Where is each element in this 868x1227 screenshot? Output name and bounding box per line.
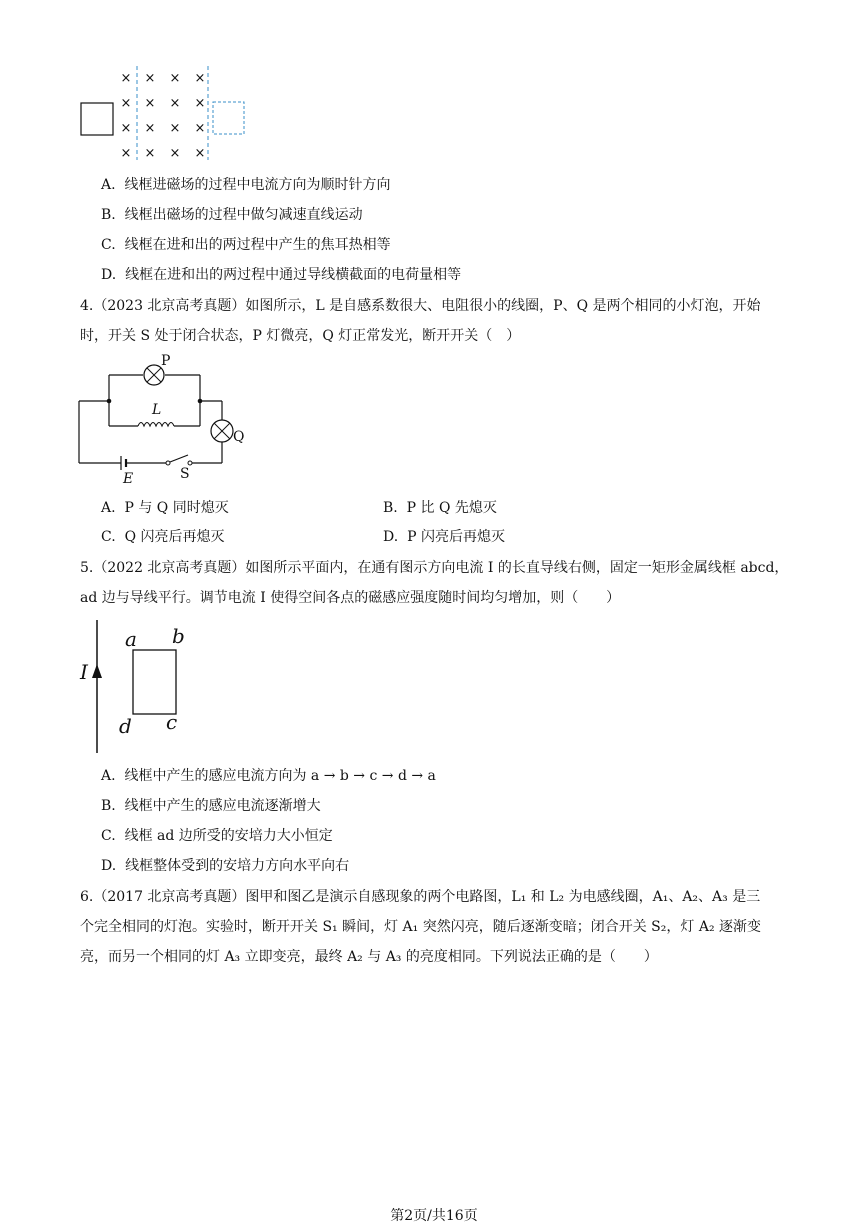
- q6-stem-line2: 个完全相同的灯泡。实验时，断开开关 S₁ 瞬间，灯 A₁ 突然闪亮，随后逐渐变暗；闭合开关 S₂，灯 A₂ 逐渐变: [80, 919, 762, 935]
- q5-stem-line1: 5.（2022 北京高考真题）如图所示平面内，在通有图示方向电流 I 的长直导线右侧，固定一矩形金属线框 abcd，: [80, 560, 789, 576]
- q5-option-b: B. 线框中产生的感应电流逐渐增大: [101, 798, 321, 814]
- current-i-label: I: [80, 660, 88, 684]
- magnetic-field-figure: [76, 64, 256, 164]
- svg-text:×: ×: [194, 146, 206, 161]
- svg-text:×: ×: [144, 71, 156, 86]
- q4-option-c: C. Q 闪亮后再熄灭: [101, 529, 225, 545]
- q6-stem-line1: 6.（2017 北京高考真题）图甲和图乙是演示自感现象的两个电路图，L₁ 和 L₂ 为电感线圈，A₁、A₂、A₃ 是三: [80, 889, 761, 905]
- q5-option-c: C. 线框 ad 边所受的安培力大小恒定: [101, 828, 333, 844]
- switch-s-label: S: [180, 466, 190, 482]
- svg-text:×: ×: [169, 96, 181, 111]
- corner-a-label: a: [125, 627, 137, 651]
- svg-text:×: ×: [194, 71, 206, 86]
- page-number: 第2页/共16页: [390, 1208, 478, 1224]
- svg-text:×: ×: [194, 96, 206, 111]
- q5-option-a: A. 线框中产生的感应电流方向为 a → b → c → d → a: [101, 768, 436, 784]
- q4-option-d: D. P 闪亮后再熄灭: [383, 529, 505, 545]
- q5-stem-line2: ad 边与导线平行。调节电流 I 使得空间各点的磁感应强度随时间均匀增加，则（ ）: [80, 590, 621, 606]
- q3-option-a: A. 线框进磁场的过程中电流方向为顺时针方向: [101, 177, 391, 193]
- svg-text:×: ×: [144, 146, 156, 161]
- svg-text:×: ×: [120, 96, 132, 111]
- q3-option-d: D. 线框在进和出的两过程中通过导线横截面的电荷量相等: [101, 267, 462, 283]
- lamp-q-label: Q: [233, 429, 245, 445]
- svg-text:×: ×: [120, 71, 132, 86]
- q3-option-c: C. 线框在进和出的两过程中产生的焦耳热相等: [101, 237, 391, 253]
- corner-d-label: d: [119, 714, 132, 738]
- svg-text:×: ×: [120, 121, 132, 136]
- q5-option-d: D. 线框整体受到的安培力方向水平向右: [101, 858, 350, 874]
- corner-c-label: c: [166, 710, 178, 734]
- q4-circuit-figure: [76, 355, 256, 490]
- coil-l-label: L: [152, 402, 162, 418]
- q4-stem-line2: 时，开关 S 处于闭合状态，P 灯微亮，Q 灯正常发光，断开开关（ ）: [80, 328, 521, 344]
- svg-text:×: ×: [144, 121, 156, 136]
- svg-text:×: ×: [169, 146, 181, 161]
- q4-stem-line1: 4.（2023 北京高考真题）如图所示，L 是自感系数很大、电阻很小的线圈，P、Q 是两个相同的小灯泡，开始: [80, 298, 761, 314]
- corner-b-label: b: [172, 624, 185, 648]
- q3-option-b: B. 线框出磁场的过程中做匀减速直线运动: [101, 207, 363, 223]
- svg-text:×: ×: [194, 121, 206, 136]
- svg-text:×: ×: [169, 71, 181, 86]
- q4-option-b: B. P 比 Q 先熄灭: [383, 500, 497, 516]
- svg-text:×: ×: [144, 96, 156, 111]
- battery-e-label: E: [123, 471, 134, 487]
- lamp-p-label: P: [161, 353, 171, 369]
- svg-text:×: ×: [169, 121, 181, 136]
- q4-option-a: A. P 与 Q 同时熄灭: [101, 500, 229, 516]
- q6-stem-line3: 亮，而另一个相同的灯 A₃ 立即变亮，最终 A₂ 与 A₃ 的亮度相同。下列说法正确的是（ ）: [80, 949, 658, 965]
- svg-text:×: ×: [120, 146, 132, 161]
